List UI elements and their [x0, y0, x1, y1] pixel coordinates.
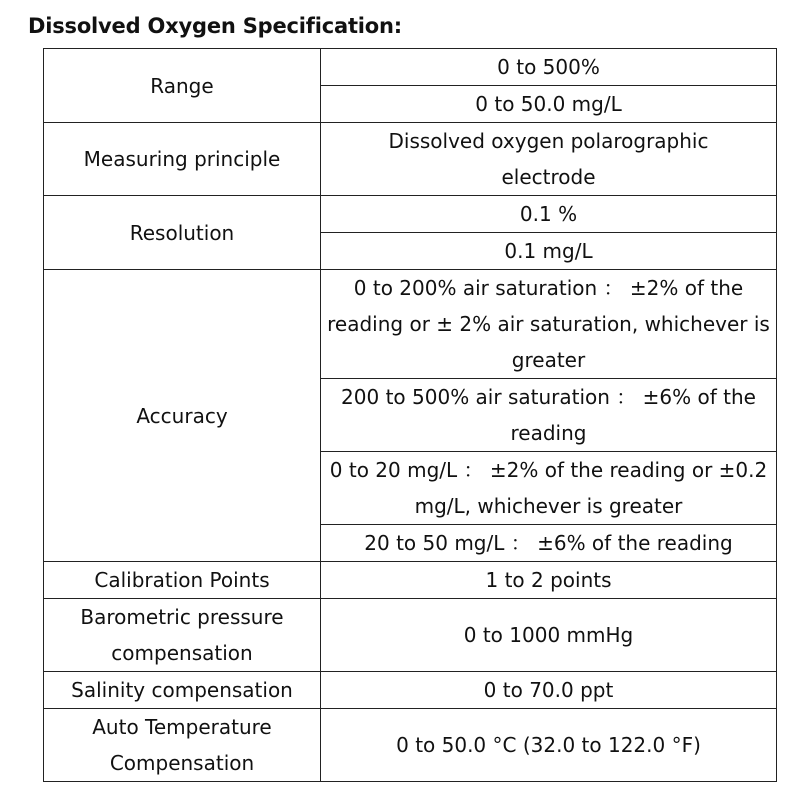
range-value-percent: 0 to 500% [321, 49, 777, 86]
salinity-value: 0 to 70.0 ppt [321, 672, 777, 709]
table-row-auto-temperature [44, 709, 777, 782]
measuring-principle-label: Measuring principle [44, 123, 321, 196]
calibration-points-value: 1 to 2 points [321, 562, 777, 599]
page-title: Dissolved Oxygen Specification: [28, 14, 402, 38]
accuracy-value-1: 0 to 200% air saturation ： ±2% of the reading or ± 2% air saturation, whichever is greater [321, 270, 777, 379]
table-row-calibration-points [44, 562, 777, 599]
calibration-points-label: Calibration Points [44, 562, 321, 599]
range-value-mgl: 0 to 50.0 mg/L [321, 86, 777, 123]
barometric-label: Barometric pressure compensation [44, 599, 321, 672]
table-row-measuring-principle [44, 123, 777, 196]
measuring-principle-value: Dissolved oxygen polarographic electrode [321, 123, 777, 196]
accuracy-label: Accuracy [44, 270, 321, 562]
resolution-value-mgl: 0.1 mg/L [321, 233, 777, 270]
range-label: Range [44, 49, 321, 123]
auto-temperature-label: Auto Temperature Compensation [44, 709, 321, 782]
accuracy-value-4: 20 to 50 mg/L ： ±6% of the reading [321, 525, 777, 562]
accuracy-value-3: 0 to 20 mg/L ： ±2% of the reading or ±0.2 mg/L, whichever is greater [321, 452, 777, 525]
salinity-label: Salinity compensation [44, 672, 321, 709]
table-row-salinity [44, 672, 777, 709]
table-row-resolution [44, 196, 777, 233]
specification-table [43, 48, 777, 782]
accuracy-value-2: 200 to 500% air saturation ： ±6% of the reading [321, 379, 777, 452]
auto-temperature-value: 0 to 50.0 °C (32.0 to 122.0 °F) [321, 709, 777, 782]
barometric-value: 0 to 1000 mmHg [321, 599, 777, 672]
table-row-range [44, 49, 777, 86]
table-row-barometric [44, 599, 777, 672]
resolution-label: Resolution [44, 196, 321, 270]
table-row-accuracy [44, 270, 777, 379]
resolution-value-percent: 0.1 % [321, 196, 777, 233]
